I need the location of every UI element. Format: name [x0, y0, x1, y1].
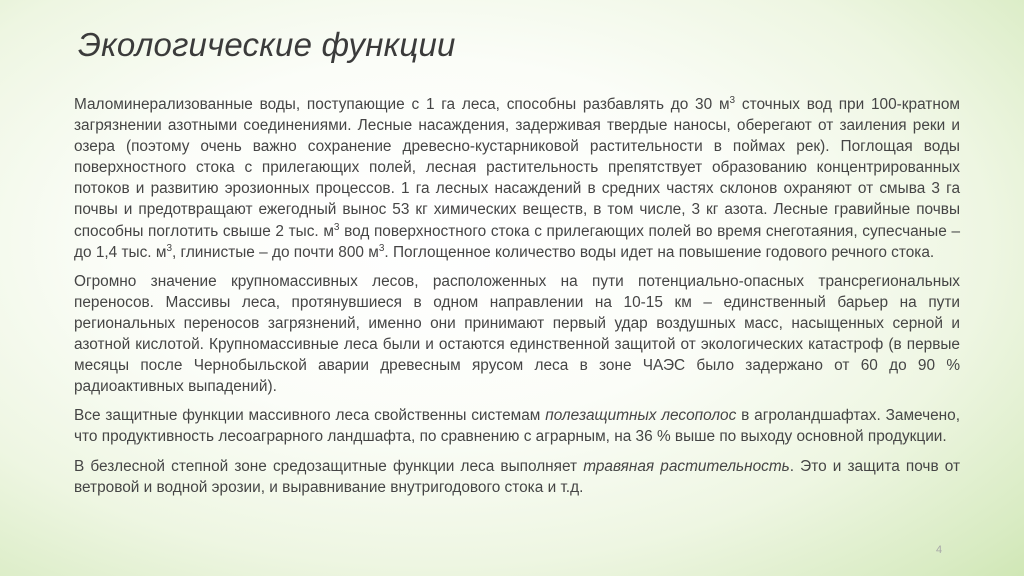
slide-body	[74, 94, 960, 506]
text-run: сточных вод при 100-кратном загрязнении азотными соединениями. Лесные насаждения, задерживая твердые наносы, оберегают от заиления реки и озера (поэтому очень важно сохранение древесно-кустарниковой растительности в поймах рек). Поглощая воды поверхностного стока с прилегающих полей, лесная растительность препятствует образованию концентрированных потоков и развитию эрозионных процессов. 1 га лесных насаждений в средних частях склонов охраняют от смыва 3 га почвы и предотвращают ежегодный вынос 53 кг химических веществ, в том числе, 3 кг азота. Лесные гравийные почвы способны поглотить свыше 2 тыс. м	[74, 96, 960, 240]
text-run: , глинистые – до почти 800 м	[172, 243, 379, 261]
text-run: В безлесной степной зоне средозащитные функции леса выполняет	[74, 457, 584, 475]
slide-title: Экологические функции	[78, 26, 456, 63]
superscript: 3	[166, 242, 172, 254]
paragraph-large-forests: Огромно значение крупномассивных лесов, расположенных на пути потенциально-опасных трансрегиональных переносов. Массивы леса, протянувшиеся в одном направлении на 10-15 км – единственный барьер на пути региональных переносов загрязнений, именно они принимают первый удар воздушных масс, насыщенных серной и азотной кислотой. Крупномассивные леса были и остаются единственной защитой от экологических катастроф (в первые месяцы после Чернобыльской аварии древесным ярусом леса в зоне ЧАЭС было задержано от 60 до 90 % радиоактивных выпадений).	[74, 272, 960, 396]
paragraph-water-regulation	[74, 94, 960, 263]
paragraph-steppe	[74, 456, 960, 498]
text-run: в агроландшафтах. Замечено, что продуктивность лесоаграрного ландшафта, по сравнению с аграрным, на 36 % выше по выходу основной продукции.	[74, 407, 960, 446]
text-run: вод поверхностного стока с прилегающих полей во время снеготаяния, супесчаные – до 1,4 тыс. м	[74, 222, 960, 261]
emphasized-term: полезащитных лесополос	[545, 407, 737, 425]
page-number: 4	[936, 544, 943, 556]
superscript: 3	[333, 221, 340, 233]
superscript: 3	[729, 94, 736, 106]
text-run: . Поглощенное количество воды идет на повышение годового речного стока.	[384, 243, 935, 261]
emphasized-term: травяная растительность	[583, 457, 790, 475]
paragraph-shelterbelts	[74, 405, 960, 447]
superscript: 3	[378, 242, 385, 254]
text-run: Маломинерализованные воды, поступающие с 1 га леса, способны разбавлять до 30 м	[74, 96, 730, 113]
text-run: . Это и защита почв от ветровой и водной эрозии, и выравнивание внутригодового стока и т.д.	[74, 457, 960, 496]
text-run: Все защитные функции массивного леса свойственны системам	[74, 407, 546, 425]
